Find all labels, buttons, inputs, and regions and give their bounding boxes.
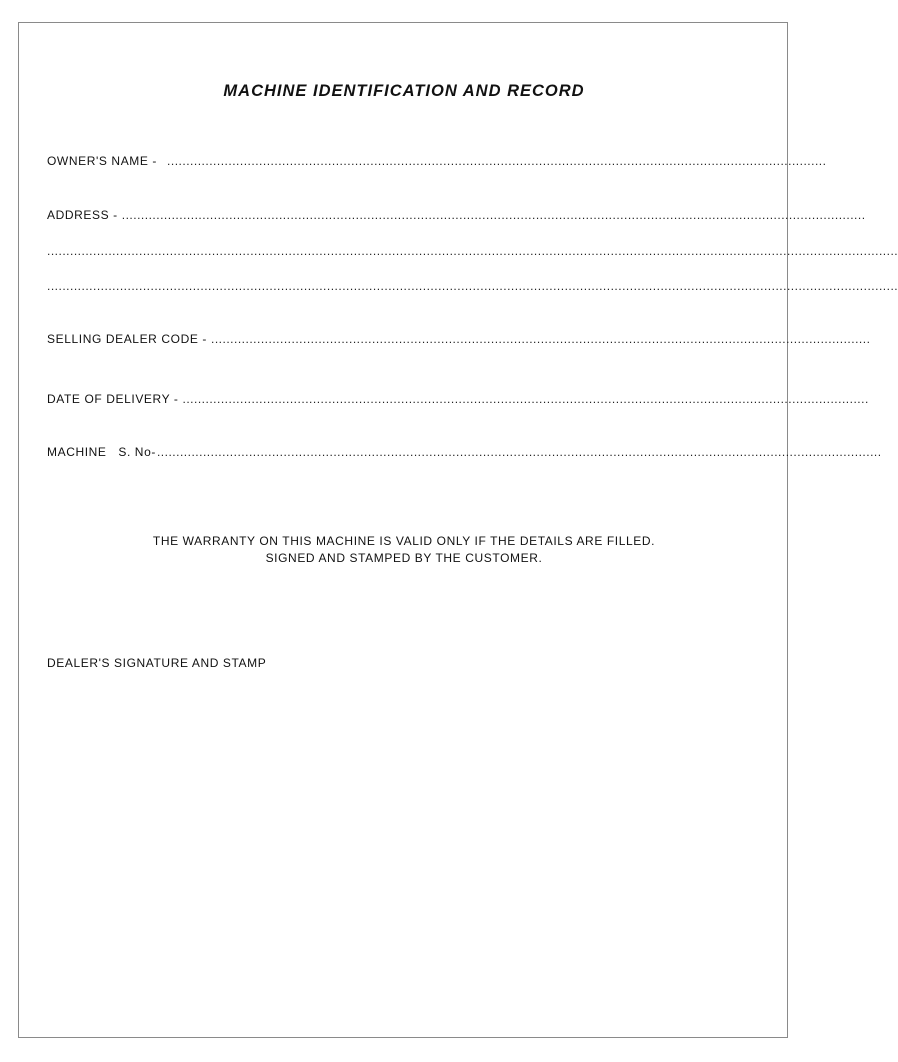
dealer-code-field[interactable]	[47, 332, 871, 346]
delivery-date-blank[interactable]: ...................................................................................................................................................................................	[182, 392, 869, 406]
owner-name-blank[interactable]: ............................................................................................................................................................................	[167, 154, 827, 168]
page-title: MACHINE IDENTIFICATION AND RECORD	[223, 82, 585, 100]
warranty-notice	[0, 533, 808, 567]
owner-name-field[interactable]	[47, 154, 827, 168]
address-label: ADDRESS -	[47, 208, 118, 222]
page-border	[18, 22, 898, 1038]
delivery-date-field[interactable]	[47, 392, 869, 406]
address-blank-1[interactable]: ..................................................................................................................................................................................................	[121, 208, 866, 222]
dealer-code-blank[interactable]: ............................................................................................................................................................................	[210, 332, 871, 346]
address-blank-2[interactable]: ..............................................................................................................................................................................................................................	[47, 244, 898, 258]
serial-number-blank[interactable]: .............................................................................................................................................................................................	[156, 445, 882, 459]
dealer-signature-label: DEALER'S SIGNATURE AND STAMP	[47, 656, 267, 670]
warranty-notice-line-1: THE WARRANTY ON THIS MACHINE IS VALID ONLY IF THE DETAILS ARE FILLED.	[152, 534, 656, 548]
owner-name-label: OWNER'S NAME -	[47, 154, 158, 168]
address-blank-3[interactable]: ..............................................................................................................................................................................................................................	[47, 279, 898, 293]
serial-number-label: MACHINE S. No-	[47, 445, 156, 459]
dealer-code-label: SELLING DEALER CODE -	[47, 332, 207, 346]
serial-number-field[interactable]	[47, 445, 882, 459]
address-field[interactable]	[47, 208, 866, 222]
warranty-notice-line-2: SIGNED AND STAMPED BY THE CUSTOMER.	[265, 551, 543, 565]
delivery-date-label: DATE OF DELIVERY -	[47, 392, 179, 406]
